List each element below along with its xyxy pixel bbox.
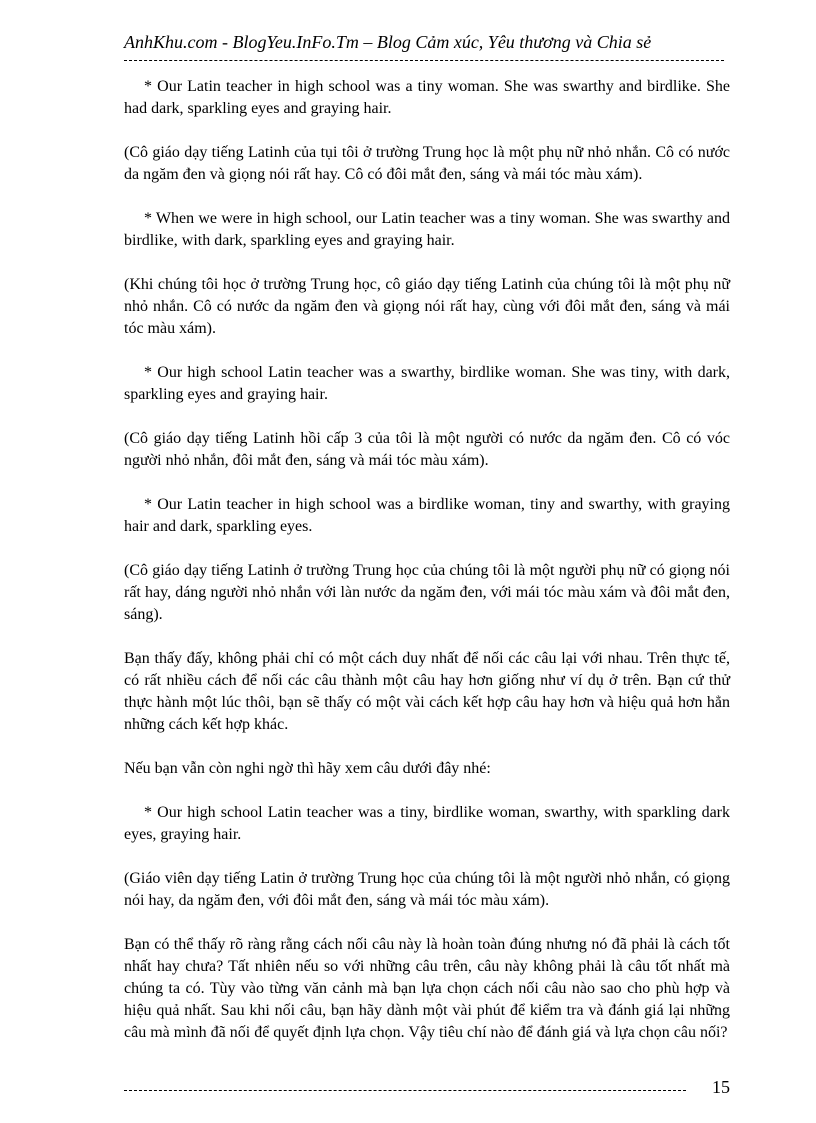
translation-2: (Khi chúng tôi học ở trường Trung học, cô giáo dạy tiếng Latinh của chúng tôi là một phụ nữ nhỏ nhắn. Cô có nước da ngăm đen và giọng nói rất hay, cùng với đôi mắt đen, sáng và mái tóc màu xám). [124, 276, 730, 337]
example-sentence-1: * Our Latin teacher in high school was a tiny woman. She was swarthy and birdlike. She had dark, sparkling eyes and graying hair. [124, 78, 730, 117]
body-paragraph-3: Bạn có thể thấy rõ ràng rằng cách nối câu này là hoàn toàn đúng nhưng nó đã phải là cách tốt nhất hay chưa? Tất nhiên nếu so với những câu trên, câu này không phải là câu tốt nhất mà chúng ta có. Tùy vào từng văn cảnh mà bạn lựa chọn cách nối câu nào sao cho phù hợp và hiệu quả nhất. Sau khi nối câu, bạn hãy dành một vài phút để kiểm tra và đánh giá lại những câu mà mình đã nối để quyết định lựa chọn. Vậy tiêu chí nào để đánh giá và lựa chọn câu nối? [124, 936, 730, 1041]
page-header-title: AnhKhu.com - BlogYeu.InFo.Tm – Blog Cảm xúc, Yêu thương và Chia sẻ [124, 32, 652, 52]
page-number: 15 [712, 1077, 730, 1097]
example-sentence-5: * Our high school Latin teacher was a tiny, birdlike woman, swarthy, with sparkling dark eyes, graying hair. [124, 804, 730, 843]
translation-1: (Cô giáo dạy tiếng Latinh của tụi tôi ở trường Trung học là một phụ nữ nhỏ nhắn. Cô có nước da ngăm đen và giọng nói rất hay. Cô có đôi mắt đen, sáng và mái tóc màu xám). [124, 144, 730, 183]
header-divider [124, 60, 724, 61]
body-paragraph-2: Nếu bạn vẫn còn nghi ngờ thì hãy xem câu dưới đây nhé: [124, 760, 491, 777]
example-sentence-3: * Our high school Latin teacher was a swarthy, birdlike woman. She was tiny, with dark, sparkling eyes and graying hair. [124, 364, 730, 403]
translation-5: (Giáo viên dạy tiếng Latin ở trường Trung học của chúng tôi là một người nhỏ nhắn, có giọng nói hay, da ngăm đen, với đôi mắt đen, sáng và mái tóc màu xám). [124, 870, 730, 909]
example-sentence-4: * Our Latin teacher in high school was a birdlike woman, tiny and swarthy, with graying hair and dark, sparkling eyes. [124, 496, 730, 535]
example-sentence-2: * When we were in high school, our Latin teacher was a tiny woman. She was swarthy and birdlike, with dark, sparkling eyes and graying hair. [124, 210, 730, 249]
page-body [124, 76, 730, 1066]
footer-divider [124, 1090, 686, 1091]
body-paragraph-1: Bạn thấy đấy, không phải chỉ có một cách duy nhất để nối các câu lại với nhau. Trên thực tế, có rất nhiều cách để nối các câu thành một câu hay hơn giống như ví dụ ở trên. Bạn cứ thử thực hành một lúc thôi, bạn sẽ thấy có một vài cách kết hợp câu hay hơn và hiệu quả hơn hẳn những cách kết hợp khác. [124, 650, 730, 733]
translation-4: (Cô giáo dạy tiếng Latinh ở trường Trung học của chúng tôi là một người phụ nữ có giọng nói rất hay, dáng người nhỏ nhắn với làn nước da ngăm đen, với mái tóc màu xám và đôi mắt đen, sáng). [124, 562, 730, 623]
translation-3: (Cô giáo dạy tiếng Latinh hồi cấp 3 của tôi là một người có nước da ngăm đen. Cô có vóc người nhỏ nhắn, đôi mắt đen, sáng và mái tóc màu xám). [124, 430, 730, 469]
